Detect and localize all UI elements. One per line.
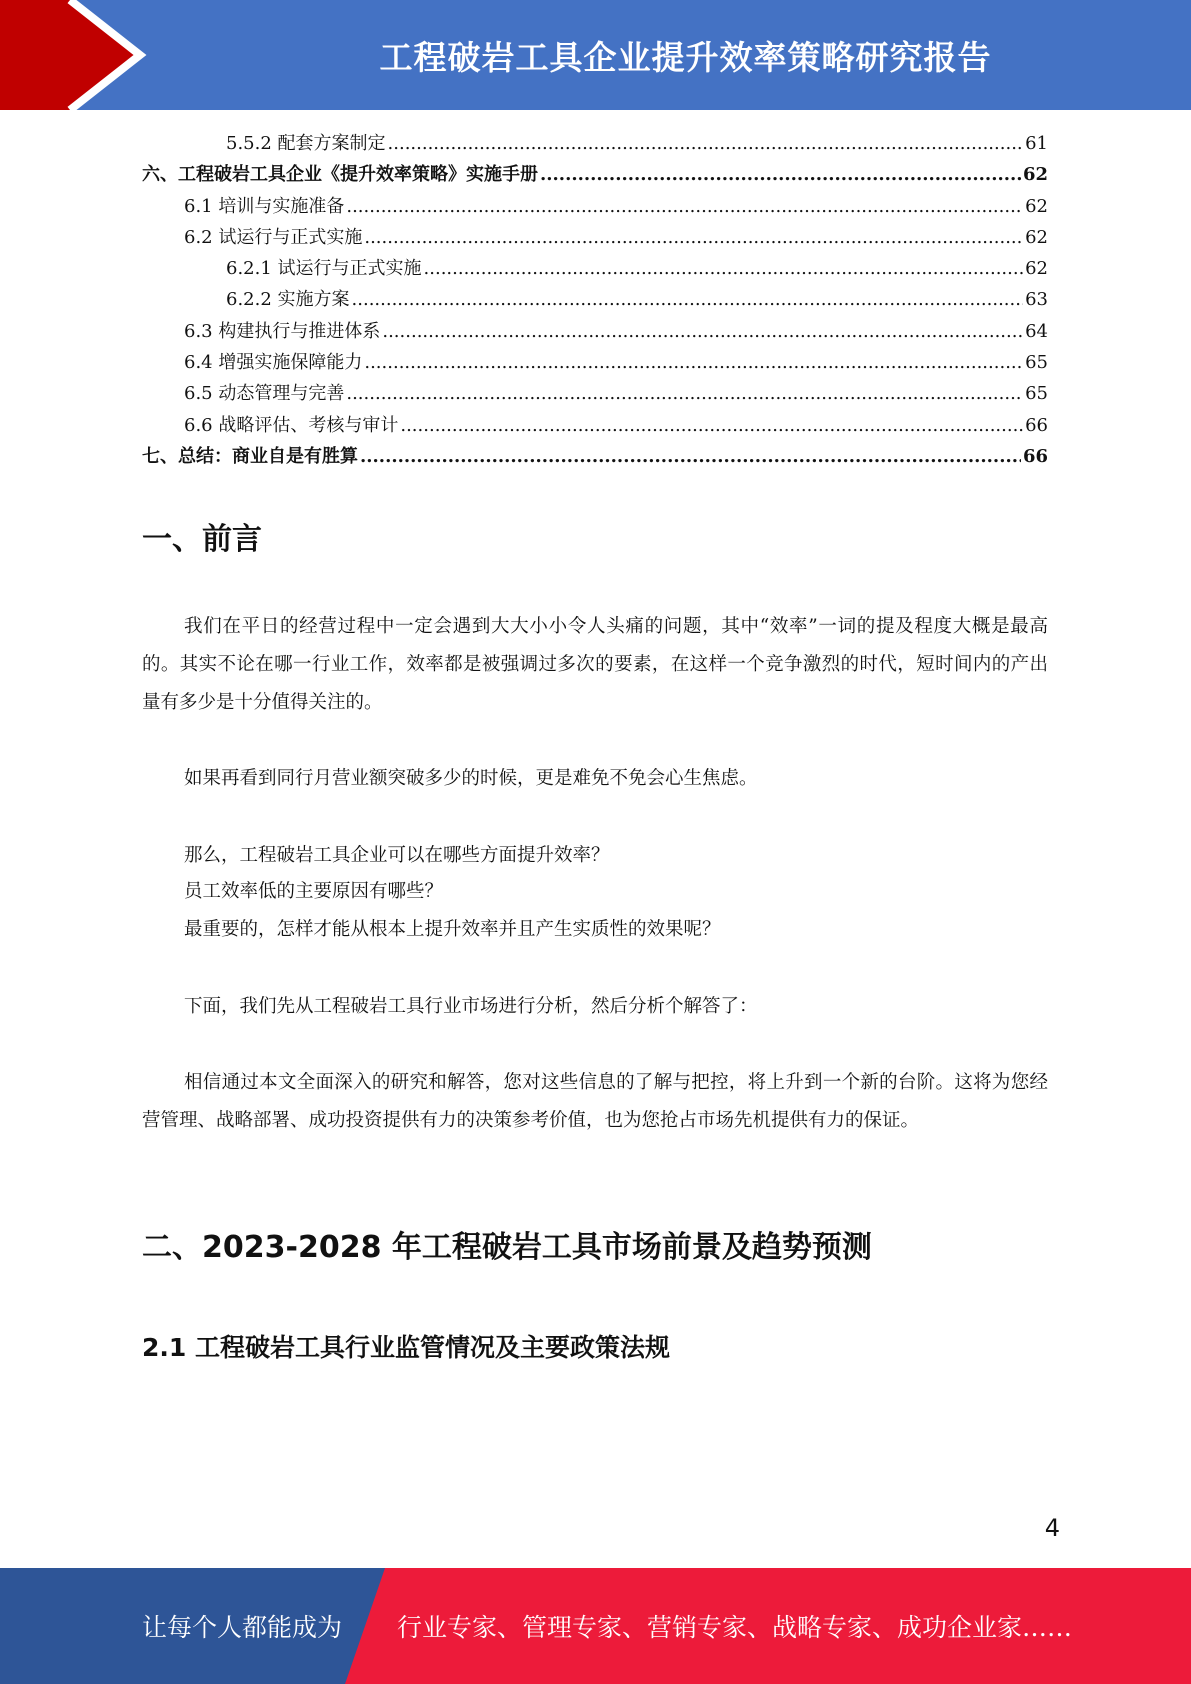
toc-entry-page: 62 [1025, 226, 1048, 248]
toc-entry-label: 七、总结：商业自是有胜算 [142, 445, 358, 467]
body-paragraph: 那么，工程破岩工具企业可以在哪些方面提升效率？ [184, 845, 610, 866]
toc-entry-label: 5.5.2 配套方案制定 [226, 133, 386, 154]
toc-entry[interactable] [142, 191, 1048, 222]
toc-entry-page: 62 [1025, 195, 1048, 217]
page-footer [0, 1568, 1191, 1684]
toc-entry-label: 6.2 试运行与正式实施 [184, 226, 363, 248]
document-title: 工程破岩工具企业提升效率策略研究报告 [379, 37, 992, 77]
toc-entry[interactable] [142, 316, 1048, 347]
toc-entry-label: 6.6 战略评估、考核与审计 [184, 414, 399, 436]
toc-entry-label: 6.3 构建执行与推进体系 [184, 320, 381, 342]
toc-entry[interactable] [142, 284, 1048, 315]
toc-entry-label: 6.4 增强实施保障能力 [184, 352, 363, 374]
body-paragraph: 相信通过本文全面深入的研究和解答，您对这些信息的了解与把控，将上升到一个新的台阶。这将为您经营管理、战略部署、成功投资提供有力的决策参考价值，也为您抢占市场先机提供有力的保证。 [142, 1072, 1048, 1131]
toc-entry[interactable] [142, 347, 1048, 378]
section-heading-preface: 一、前言 [142, 522, 262, 557]
page-header [0, 0, 1191, 110]
toc-entry-label: 6.2.1 试运行与正式实施 [226, 258, 422, 280]
body-paragraph: 下面，我们先从工程破岩工具行业市场进行分析，然后分析个解答了： [184, 996, 758, 1017]
subsection-heading-regulation: 2.1 工程破岩工具行业监管情况及主要政策法规 [142, 1333, 670, 1362]
toc-entry-page: 62 [1025, 258, 1048, 280]
page-number: 4 [1044, 1514, 1060, 1542]
table-of-contents [142, 128, 1048, 472]
toc-entry-page: 66 [1022, 445, 1048, 467]
body-paragraph: 我们在平日的经营过程中一定会遇到大大小小令人头痛的问题，其中“效率”一词的提及程度大概是最高的。其实不论在哪一行业工作，效率都是被强调过多次的要素，在这样一个竞争激烈的时代，短时间内的产出量有多少是十分值得关注的。 [142, 616, 1048, 713]
section-heading-market-outlook: 二、2023-2028 年工程破岩工具市场前景及趋势预测 [142, 1230, 872, 1265]
footer-slogan-right: 行业专家、管理专家、营销专家、战略专家、成功企业家…… [397, 1613, 1073, 1642]
toc-entry-page: 63 [1025, 289, 1048, 311]
toc-entry-page: 61 [1025, 133, 1048, 154]
footer-slogan-left: 让每个人都能成为 [142, 1613, 343, 1642]
toc-entry-label: 6.5 动态管理与完善 [184, 383, 345, 405]
toc-entry-page: 62 [1022, 164, 1048, 186]
toc-entry[interactable] [142, 159, 1048, 190]
toc-entry[interactable] [142, 128, 1048, 159]
toc-entry-label: 6.2.2 实施方案 [226, 289, 350, 311]
toc-entry-page: 64 [1025, 320, 1048, 342]
toc-entry[interactable] [142, 222, 1048, 253]
toc-entry[interactable] [142, 441, 1048, 472]
body-paragraph: 最重要的，怎样才能从根本上提升效率并且产生实质性的效果呢？ [184, 919, 721, 940]
header-chevron-graphic [0, 0, 160, 110]
toc-entry[interactable] [142, 253, 1048, 284]
toc-entry-label: 六、工程破岩工具企业《提升效率策略》实施手册 [142, 164, 538, 186]
toc-entry-page: 65 [1025, 383, 1048, 405]
toc-entry-page: 66 [1025, 414, 1048, 436]
body-paragraph: 员工效率低的主要原因有哪些？ [184, 881, 444, 902]
body-paragraph: 如果再看到同行月营业额突破多少的时候，更是难免不免会心生焦虑。 [184, 768, 758, 789]
toc-entry-page: 65 [1025, 352, 1048, 374]
toc-entry-label: 6.1 培训与实施准备 [184, 195, 345, 217]
toc-entry[interactable] [142, 378, 1048, 409]
toc-entry[interactable] [142, 410, 1048, 441]
